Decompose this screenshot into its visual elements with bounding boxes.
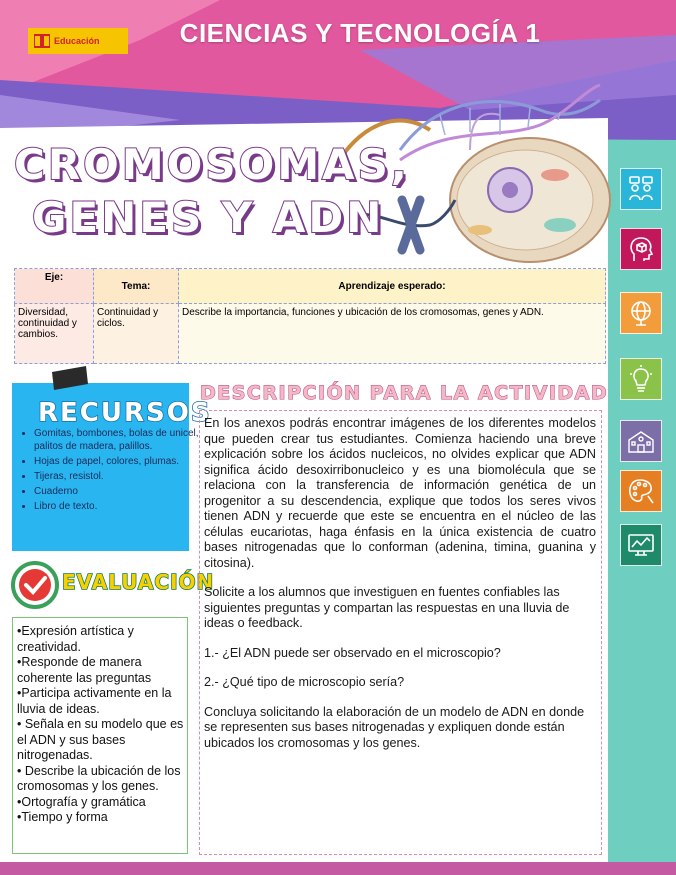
logo-text: Educación: [54, 36, 100, 46]
evaluacion-title: EVALUACIÓN: [62, 570, 215, 594]
school-building-icon: [620, 420, 662, 462]
lightbulb-icon: [620, 358, 662, 400]
education-logo: [28, 28, 128, 54]
descripcion-question-1: 1.- ¿El ADN puede ser observado en el microscopio?: [204, 645, 501, 660]
checkmark-icon: [10, 560, 60, 610]
descripcion-question-2: 2.- ¿Qué tipo de microscopio sería?: [204, 675, 405, 689]
list-item: • Gomitas, bombones, bolas de unicel, palitos de madera, palillos.: [34, 427, 200, 453]
list-item: •Participa activamente en la lluvia de ideas.: [17, 686, 172, 716]
descripcion-paragraph-1: En los anexos podrás encontrar imágenes de los diferentes modelos que pueden crear tus estudiantes. Comienza haciendo una breve explicación sobre los ácidos nucleicos, no olvides explicar que ADN significa ácido desoxirribonucleico y es una biomolécula que se relaciona con la transferencia de información genética de un progenitor a su descendencia, explique que todos los seres vivos tienen ADN y recuerde que este se encuentra en el núcleo de las células eucariotas, haga énfasis en la única existencia de cuatro bases nitrogenadas que lo conforman (adenina, timina, guanina y citosina).: [204, 416, 596, 570]
descripcion-paragraph-3: Concluya solicitando la elaboración de un modelo de ADN en donde se representen sus bases nitrogenadas y expliquen donde están ubicados los cromosomas y los genes.: [204, 704, 585, 750]
value-aprendizaje: Describe la importancia, funciones y ubicación de los cromosomas, genes y ADN.: [179, 304, 606, 364]
descripcion-body: [204, 416, 596, 765]
info-table: [14, 268, 606, 364]
palette-icon: [620, 470, 662, 512]
clip-icon: [48, 366, 90, 394]
descripcion-paragraph-2: Solicite a los alumnos que investiguen en fuentes confiables las siguientes preguntas y compartan las respuestas en una lluvia de ideas o feedback.: [204, 585, 570, 630]
people-talking-icon: [620, 168, 662, 210]
list-item: •Responde de manera coherente las preguntas: [17, 655, 152, 685]
recursos-title: RECURSOS: [38, 398, 212, 428]
header-tema: Tema:: [94, 269, 179, 304]
globe-icon: [620, 292, 662, 334]
header-aprendizaje: Aprendizaje esperado:: [179, 269, 606, 304]
list-item: • Cuaderno: [34, 485, 200, 498]
descripcion-title: DESCRIPCIÓN PARA LA ACTIVIDAD: [200, 382, 609, 404]
list-item: • Hojas de papel, colores, plumas.: [34, 455, 200, 468]
main-title-line2: GENES Y ADN: [32, 193, 385, 242]
main-title-line1: CROMOSOMAS,: [14, 140, 410, 189]
monitor-chart-icon: [620, 524, 662, 566]
list-item: •Tiempo y forma: [17, 810, 108, 824]
head-cube-icon: [620, 228, 662, 270]
list-item: •Expresión artística y creatividad.: [17, 624, 134, 654]
list-item: • Tijeras, resistol.: [34, 470, 200, 483]
value-eje: Diversidad, continuidad y cambios.: [15, 304, 94, 364]
header-title: CIENCIAS Y TECNOLOGÍA 1: [179, 18, 541, 48]
book-icon: [34, 34, 50, 48]
list-item: • Señala en su modelo que es el ADN y sus bases nitrogenadas.: [17, 717, 184, 762]
header-eje: Eje:: [15, 269, 94, 304]
list-item: •Ortografía y gramática: [17, 794, 146, 809]
evaluacion-list: [17, 624, 185, 826]
list-item: • Describe la ubicación de los cromosomas y los genes.: [17, 763, 181, 793]
value-tema: Continuidad y ciclos.: [94, 304, 179, 364]
recursos-list: [18, 427, 200, 515]
list-item: • Libro de texto.: [34, 500, 200, 513]
